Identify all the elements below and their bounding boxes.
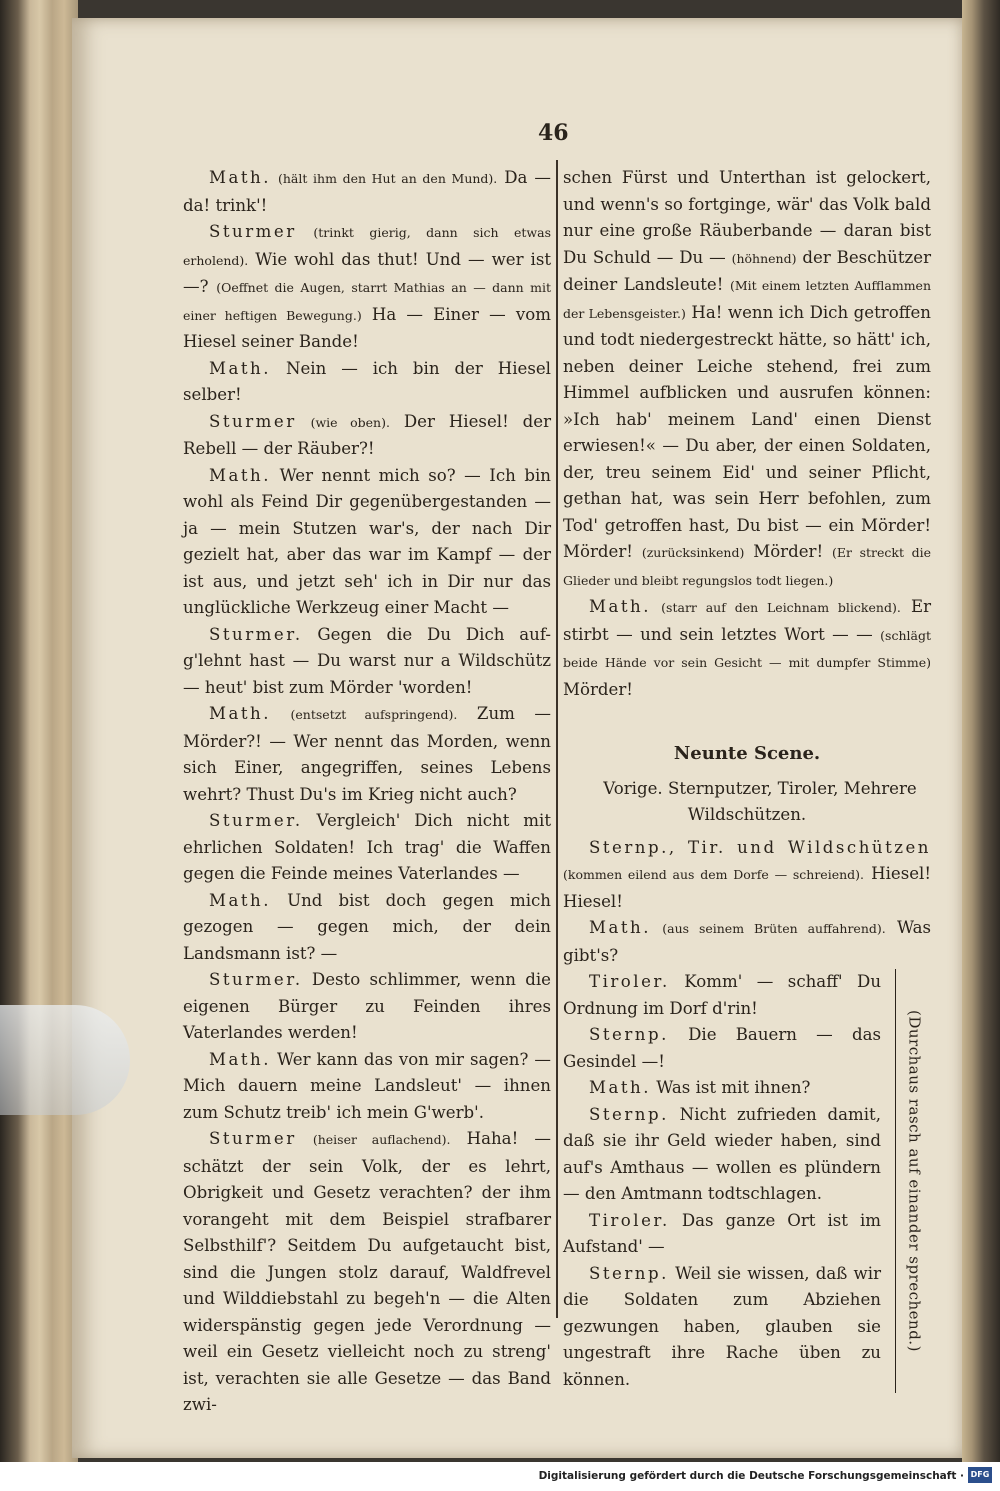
speaker: Sturmer — [209, 222, 297, 241]
speaker: Math. — [209, 1049, 272, 1069]
speech — [183, 888, 551, 968]
braced-dialogue — [563, 969, 931, 1393]
speech — [183, 409, 551, 463]
speaker: Sturmer — [209, 411, 297, 431]
speech-text: schen Fürst und Unterthan ist gelockert, und wenn's so fortginge, wär' das Volk bald nur eine große Räuberbande — daran bist Du Schuld — Du — — [563, 168, 931, 267]
cast-list: Vorige. Sternputzer, Tiroler, Mehrere Wildschützen. — [603, 778, 917, 824]
speaker: Math. — [209, 358, 272, 378]
stage-direction: (hält ihm den Hut an den Mund). — [277, 171, 498, 186]
speech — [183, 701, 551, 808]
page-number: 46 — [538, 120, 569, 146]
speech-text: Vergleich' Dich nicht mit ehrlichen Soldaten! Ich trag' die Waffen gegen die Feinde meines Vaterlandes — — [183, 811, 551, 883]
stage-direction: (Mit einem letzten Aufflammen der Lebensgeister.) — [563, 278, 931, 321]
speech — [183, 808, 551, 888]
speech — [183, 1126, 551, 1419]
footer-credit: Digitalisierung gefördert durch die Deutsche Forschungsgemeinschaft · — [538, 1470, 964, 1482]
speaker: Sternp. — [589, 1025, 669, 1044]
speech-text: Und bist doch gegen mich gezogen — gegen mich, der dein Landsmann ist? — — [183, 890, 551, 963]
book-left-edge — [0, 0, 78, 1462]
speech — [183, 219, 551, 356]
speech-text: Haha! — schätzt der sein Volk, der es lehrt, Obrigkeit und Gesetz verachten? der ihm vorangeht mit dem Beispiel strafbarer Selbsthilf'? Seitdem Du aufgetaucht bist, sind die Jungen stolz darauf, Waldfrevel und Wilddiebstahl zu begeh'n — die Alten widerspänstig gegen jede Verordnung — weil ein Gesetz vielleicht noch zu streng' ist, verachten sie alle Gesetze — das Band zwi- — [183, 1129, 551, 1414]
speech-text: Desto schlimmer, wenn die eigenen Bürger zu Feinden ihres Vaterlandes werden! — [183, 970, 551, 1042]
speech-text: Er stirbt — und sein letztes Wort — — — [563, 597, 932, 644]
brace-note-text: (Durchaus rasch auf einander sprechend.) — [905, 1010, 924, 1352]
speech-text: Mörder! — [563, 679, 633, 699]
speech — [183, 1047, 551, 1127]
speech-text: Komm' — schaff' Du Ordnung im Dorf d'rin! — [563, 972, 882, 1018]
stage-direction: (entsetzt aufspringend). — [290, 707, 458, 722]
dfg-logo: DFG — [968, 1467, 992, 1483]
speech — [563, 915, 931, 969]
stage-direction: (aus seinem Brüten auffahrend). — [662, 921, 886, 936]
right-column — [563, 165, 931, 1393]
speech-text: Gegen die Du Dich auf-g'lehnt hast — Du warst nur a Wildschütz — heut' bist zum Mörder 'worden! — [183, 624, 551, 697]
column-divider — [556, 160, 558, 1318]
scene-title: Neunte Scene. — [673, 743, 821, 764]
speaker: Sturmer. — [209, 970, 303, 989]
stage-direction: (heiser auflachend). — [312, 1132, 451, 1147]
speech — [563, 969, 881, 1022]
speech-text: Ha — Einer — vom Hiesel seiner Bande! — [183, 304, 551, 351]
speech — [563, 1075, 881, 1102]
speech — [563, 1261, 881, 1394]
speech-text: Nicht zufrieden damit, daß sie ihr Geld wieder haben, sind auf's Amthaus — wollen es plündern — den Amtmann todtschlagen. — [563, 1104, 881, 1203]
left-column — [183, 165, 551, 1419]
book-right-edge — [962, 0, 1000, 1462]
speech-text: Ha! wenn ich Dich getroffen und todt niedergestreckt hätte, so hätt' ich, neben deiner Leiche stehend, frei zum Himmel aufblicken und ausrufen können: »Ich hab' meinem Land' einen Dienst erwiesen!« — Du aber, der einen Soldaten, der, treu seinem Eid' und seiner Pflicht, gethan hat, was sein Herr befohlen, zum Tod' getroffen hast, Du bist — ein Mörder! Mörder! — [563, 302, 931, 561]
speaker: Sturmer. — [209, 624, 303, 644]
speaker: Math. — [589, 918, 652, 937]
speech-text: Was ist mit ihnen? — [656, 1078, 811, 1097]
speaker: Sternp., Tir. und Wildschützen — [589, 837, 931, 857]
stage-direction: (trinkt gierig, dann sich etwas erholend). — [183, 225, 551, 268]
speech — [183, 356, 551, 409]
speaker: Sternp. — [589, 1263, 669, 1283]
stage-direction: (höhnend) — [731, 250, 797, 266]
stage-direction: (zurücksinkend) — [641, 545, 745, 560]
speaker: Sturmer — [209, 1129, 297, 1148]
stage-direction: (starr auf den Leichnam blickend). — [661, 600, 901, 615]
speaker: Math. — [589, 597, 652, 616]
brace-line — [889, 969, 896, 1393]
speech — [563, 835, 931, 916]
speaker: Math. — [209, 890, 272, 910]
speech — [563, 1022, 881, 1075]
braced-speeches — [563, 969, 881, 1393]
speaker: Math. — [589, 1078, 652, 1097]
stage-direction: (wie oben). — [310, 414, 390, 430]
speech-text: Zum — Mörder?! — Wer nennt das Morden, wenn sich Einer, angegriffen, seines Lebens wehrt? Thust Du's im Krieg nicht auch? — [183, 704, 551, 804]
speaker: Sturmer. — [209, 811, 303, 830]
speech-text: Da — da! trink'! — [183, 168, 551, 215]
speaker: Tiroler. — [589, 1210, 670, 1230]
speech — [563, 1102, 881, 1208]
stage-direction: (Er streckt die Glieder und bleibt regungslos todt liegen.) — [563, 545, 931, 588]
speaker: Tiroler. — [589, 972, 670, 991]
speech-text: Mörder! — [753, 542, 824, 561]
speech-continuation — [563, 165, 931, 594]
speech-text: der Beschützer deiner Landsleute! — [563, 247, 931, 294]
speech — [183, 622, 551, 702]
page-clip — [0, 1005, 130, 1115]
stage-direction: (Oeffnet die Augen, starrt Mathias an — dann mit einer heftigen Bewegung.) — [183, 280, 552, 323]
speech — [183, 967, 551, 1047]
speech — [183, 165, 551, 219]
speech-text: Der Hiesel! der Rebell — der Räuber?! — [183, 411, 552, 458]
speech-text: Weil sie wissen, daß wir die Soldaten zum Abziehen gezwungen haben, glauben sie ungestraft ihre Rache üben zu können. — [563, 1263, 881, 1389]
speaker: Sternp. — [589, 1104, 669, 1124]
speech-text: Hiesel! Hiesel! — [563, 864, 932, 911]
speech — [563, 594, 931, 703]
speech-text: Nein — ich bin der Hiesel selber! — [183, 358, 551, 404]
speech-text: Das ganze Ort ist im Aufstand' — — [563, 1210, 881, 1256]
stage-direction: (kommen eilend aus dem Dorfe — schreiend). — [563, 867, 864, 882]
speech-text: Was gibt's? — [563, 918, 931, 965]
speech-text: Wer kann das von mir sagen? — Mich dauern meine Landsleut' — ihnen zum Schutz treib' ich mein G'werb'. — [183, 1049, 552, 1122]
speaker: Math. — [209, 465, 272, 485]
speech-text: Wie wohl das thut! Und — wer ist —? — [183, 249, 552, 296]
speaker: Math. — [209, 704, 272, 723]
speech — [563, 1208, 881, 1261]
speech — [183, 463, 551, 622]
speaker: Math. — [209, 168, 272, 187]
speech-text: Die Bauern — das Gesindel —! — [563, 1025, 881, 1071]
speech-text: Wer nennt mich so? — Ich bin wohl als Feind Dir gegenübergestanden — ja — mein Stutzen war's, der nach Dir gezielt hat, aber das war im Kampf — der ist aus, und jetzt seh' ich in Dir nur das unglückliche Werkzeug einer Macht — — [183, 465, 551, 617]
stage-direction: (schlägt beide Hände vor sein Gesicht — mit dumpfer Stimme) — [563, 627, 931, 670]
brace-note — [901, 969, 927, 1393]
